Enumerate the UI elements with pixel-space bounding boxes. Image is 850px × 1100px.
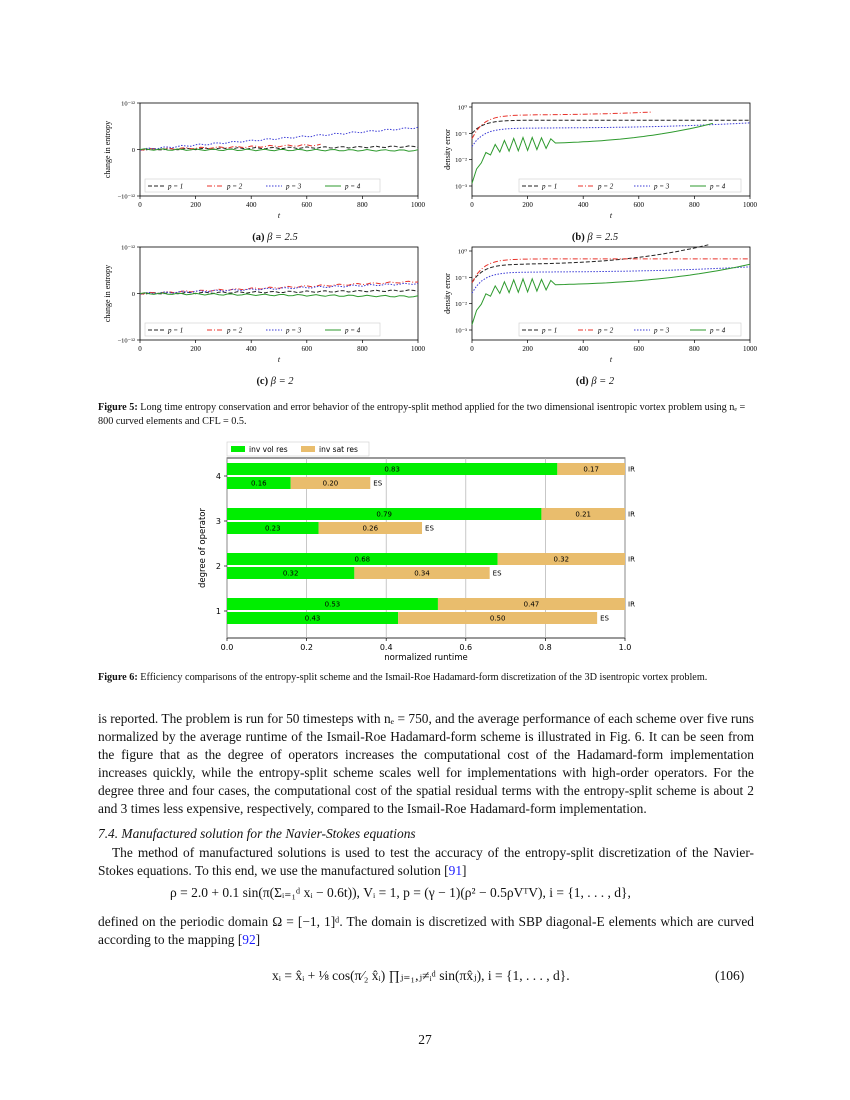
panel-curves xyxy=(140,281,418,297)
data-label-ES-sat: 0.50 xyxy=(489,614,506,623)
y-tick-label: 10⁻¹ xyxy=(455,130,467,138)
x-tick-label: 0.0 xyxy=(220,643,234,652)
x-tick-label: 0 xyxy=(138,201,142,209)
legend-label-p2: p = 2 xyxy=(227,182,243,191)
legend-label-p4: p = 4 xyxy=(710,182,726,191)
data-label-ES-sat: 0.34 xyxy=(414,569,430,578)
legend-label-p1: p = 1 xyxy=(542,182,558,191)
legend-label-p4: p = 4 xyxy=(345,326,361,335)
y-tick-label: 10⁰ xyxy=(457,104,467,112)
x-axis-label: t xyxy=(609,211,613,220)
x-tick-label: 400 xyxy=(577,201,589,209)
fig5b-caption: (b) β = 2.5 xyxy=(571,232,619,243)
page-number: 27 xyxy=(418,1032,432,1047)
y-tick-label: 3 xyxy=(215,517,221,526)
x-tick-label: 800 xyxy=(689,201,700,209)
scheme-label-ES: ES xyxy=(425,524,434,533)
scheme-label-ES: ES xyxy=(373,479,383,488)
legend-label-p4: p = 4 xyxy=(710,326,726,335)
scheme-label-IR: IR xyxy=(628,465,635,474)
x-tick-label: 1000 xyxy=(743,201,757,209)
data-label-ES-sat: 0.20 xyxy=(322,479,339,488)
x-tick-label: 200 xyxy=(522,201,533,209)
x-tick-label: 800 xyxy=(689,345,700,353)
data-label-ES-vol: 0.32 xyxy=(282,569,299,578)
y-axis-label: change in entropy xyxy=(103,120,112,179)
data-label-ES-vol: 0.16 xyxy=(251,479,267,488)
fig5c-caption: (c) β = 2 xyxy=(256,376,294,387)
y-tick-label: 1 xyxy=(215,607,221,616)
x-axis-label: t xyxy=(609,355,613,364)
legend-label-p2: p = 2 xyxy=(598,182,614,191)
data-label-ES-vol: 0.23 xyxy=(264,524,281,533)
figure-5-caption xyxy=(98,401,753,429)
curve-p3 xyxy=(472,123,750,147)
y-tick-label: 0 xyxy=(131,147,135,154)
x-tick-label: 1000 xyxy=(411,345,425,353)
data-label-IR-sat: 0.32 xyxy=(553,555,570,564)
panel-legend xyxy=(519,179,741,192)
data-label-IR-sat: 0.21 xyxy=(575,510,592,519)
y-tick-label: −10⁻¹² xyxy=(117,193,135,201)
data-label-ES-sat: 0.26 xyxy=(362,524,379,533)
y-tick-label: 10⁻² xyxy=(455,157,467,165)
figure-6-text: Efficiency comparisons of the entropy-split scheme and the Ismail-Roe Hadamard-form discretization of the 3D isentropic vortex problem. xyxy=(140,672,708,683)
equation-manufactured-solution: ρ = 2.0 + 0.1 sin(π(Σᵢ₌₁ᵈ xᵢ − 0.6t)), Vᵢ = 1, p = (γ − 1)(ρ² − 0.5ρVᵀV), i = {1, . . . , d}, xyxy=(170,885,631,900)
figure-5-text: Long time entropy conservation and error behavior of the entropy-split method applied for the two dimensional isentropic vortex problem using nₑ = 800 curved elements and CFL = 0.5. xyxy=(98,402,746,427)
data-label-IR-vol: 0.83 xyxy=(384,465,400,474)
y-tick-label: 10⁻² xyxy=(455,301,467,309)
legend-label-p3: p = 3 xyxy=(654,182,670,191)
ref-91-link[interactable]: 91 xyxy=(448,863,463,878)
fig5a-caption: (a) β = 2.5 xyxy=(252,232,298,243)
legend-label-vol: inv vol res xyxy=(249,445,288,454)
curve-p1 xyxy=(472,120,750,133)
legend-label-p3: p = 3 xyxy=(286,182,302,191)
y-axis-label: degree of operator xyxy=(198,508,208,588)
x-tick-label: 0 xyxy=(470,201,474,209)
legend-swatch-vol xyxy=(231,446,245,452)
curve-p4 xyxy=(140,293,418,297)
paragraph-runtime: is reported. The problem is run for 50 timesteps with nₑ = 750, and the average performance of each scheme over five runs normalized by the average runtime of the Ismail-Roe Hadamard-form scheme is illustrated in Fig. 6. It can be seen from the figure that as the degree of operators increases the computational cost of the Hadamard-form implementation increases quickly, while the entropy-split scheme scales well for implementations with high-order operators. For the degree three and four cases, the computational cost of the spatial residual terms with the entropy-split scheme is about 2 and 3 times less expensive, respectively, compared to the Ismail-Roe Hadamard-form implementation. xyxy=(98,711,754,816)
x-tick-label: 800 xyxy=(357,201,368,209)
curve-p4 xyxy=(472,264,750,325)
y-tick-label: 4 xyxy=(215,472,221,481)
x-tick-label: 1.0 xyxy=(618,643,632,652)
section-7-4-title: 7.4. Manufactured solution for the Navier-Stokes equations xyxy=(98,826,416,841)
legend-label-p3: p = 3 xyxy=(654,326,670,335)
paragraph-domain: defined on the periodic domain Ω = [−1, 1]ᵈ. The domain is discretized with SBP diagonal-E elements which are curved according to the mapping [92] xyxy=(98,914,754,947)
x-tick-label: 400 xyxy=(245,345,257,353)
data-label-IR-sat: 0.47 xyxy=(523,600,540,609)
panel-legend xyxy=(145,179,380,192)
legend-label-p1: p = 1 xyxy=(168,182,184,191)
scheme-label-ES: ES xyxy=(492,569,502,578)
panel-a xyxy=(103,101,426,221)
panel-curves xyxy=(472,245,750,325)
legend-label-p3: p = 3 xyxy=(286,326,302,335)
x-axis-label: t xyxy=(277,211,281,220)
curve-p4 xyxy=(140,149,418,152)
x-tick-label: 200 xyxy=(522,345,533,353)
figure-6-bar-chart xyxy=(195,440,655,660)
figure-5-panels xyxy=(0,0,850,400)
scheme-label-IR: IR xyxy=(628,555,635,564)
y-axis-label: density error xyxy=(443,129,452,170)
ref-92-link[interactable]: 92 xyxy=(242,932,256,947)
fig5d-caption: (d) β = 2 xyxy=(575,376,615,387)
y-tick-label: 10⁻¹² xyxy=(121,244,135,252)
x-tick-label: 200 xyxy=(190,345,201,353)
x-tick-label: 0.8 xyxy=(539,643,552,652)
legend-label-sat: inv sat res xyxy=(319,445,358,454)
legend-label-p2: p = 2 xyxy=(598,326,614,335)
data-label-IR-vol: 0.79 xyxy=(376,510,393,519)
legend-label-p1: p = 1 xyxy=(542,326,558,335)
y-axis-label: density error xyxy=(443,273,452,314)
legend-label-p2: p = 2 xyxy=(227,326,243,335)
y-tick-label: 10⁻¹² xyxy=(121,100,135,108)
scheme-label-IR: IR xyxy=(628,510,635,519)
x-tick-label: 400 xyxy=(245,201,257,209)
x-tick-label: 0.2 xyxy=(300,643,313,652)
panel-c xyxy=(103,245,426,365)
x-tick-label: 0.6 xyxy=(459,643,473,652)
scheme-label-ES: ES xyxy=(600,614,610,623)
panel-b xyxy=(443,103,758,220)
y-axis-label: change in entropy xyxy=(103,264,112,323)
x-tick-label: 800 xyxy=(357,345,368,353)
y-tick-label: 10⁻³ xyxy=(455,327,467,335)
y-tick-label: 0 xyxy=(131,291,135,298)
x-tick-label: 600 xyxy=(301,201,313,209)
data-label-ES-vol: 0.43 xyxy=(304,614,321,623)
panel-legend xyxy=(145,323,380,336)
figure-5-label: Figure 5: xyxy=(98,402,138,413)
x-tick-label: 600 xyxy=(633,201,645,209)
panel-curves xyxy=(140,127,418,151)
paragraph-manufactured: The method of manufactured solutions is used to test the accuracy of the entropy-split discretization of the Navier-Stokes equations. To this end, we use the manufactured solution [91] xyxy=(98,845,754,878)
figure-6-label: Figure 6: xyxy=(98,672,138,683)
x-tick-label: 0 xyxy=(470,345,474,353)
data-label-IR-vol: 0.68 xyxy=(354,555,371,564)
x-tick-label: 600 xyxy=(301,345,313,353)
x-tick-label: 200 xyxy=(190,201,201,209)
x-tick-label: 1000 xyxy=(743,345,757,353)
curve-p4 xyxy=(472,123,713,183)
figure-6-caption xyxy=(98,671,758,685)
curve-p2 xyxy=(472,112,653,139)
legend-label-p1: p = 1 xyxy=(168,326,184,335)
panel-curves xyxy=(472,112,750,183)
data-label-IR-sat: 0.17 xyxy=(583,465,599,474)
x-axis-label: normalized runtime xyxy=(384,653,468,660)
x-tick-label: 0.4 xyxy=(379,643,393,652)
legend-label-p4: p = 4 xyxy=(345,182,361,191)
legend-swatch-sat xyxy=(301,446,315,452)
y-tick-label: 10⁰ xyxy=(457,248,467,256)
panel-d xyxy=(443,245,758,364)
chart-legend xyxy=(227,442,369,456)
y-tick-label: 10⁻¹ xyxy=(455,274,467,282)
x-tick-label: 1000 xyxy=(411,201,425,209)
scheme-label-IR: IR xyxy=(628,600,635,609)
x-tick-label: 0 xyxy=(138,345,142,353)
x-axis-label: t xyxy=(277,355,281,364)
y-tick-label: 10⁻³ xyxy=(455,183,467,191)
equation-106: xᵢ = x̂ᵢ + ⅛ cos(π⁄₂ x̂ᵢ) ∏ⱼ₌₁,ⱼ≠ᵢᵈ sin(πx̂ⱼ), i = {1, . . . , d}. xyxy=(272,968,570,983)
equation-number: (106) xyxy=(715,968,745,983)
x-tick-label: 600 xyxy=(633,345,645,353)
x-tick-label: 400 xyxy=(577,345,589,353)
y-tick-label: 2 xyxy=(215,562,221,571)
panel-legend xyxy=(519,323,741,336)
y-tick-label: −10⁻¹² xyxy=(117,337,135,345)
data-label-IR-vol: 0.53 xyxy=(324,600,341,609)
